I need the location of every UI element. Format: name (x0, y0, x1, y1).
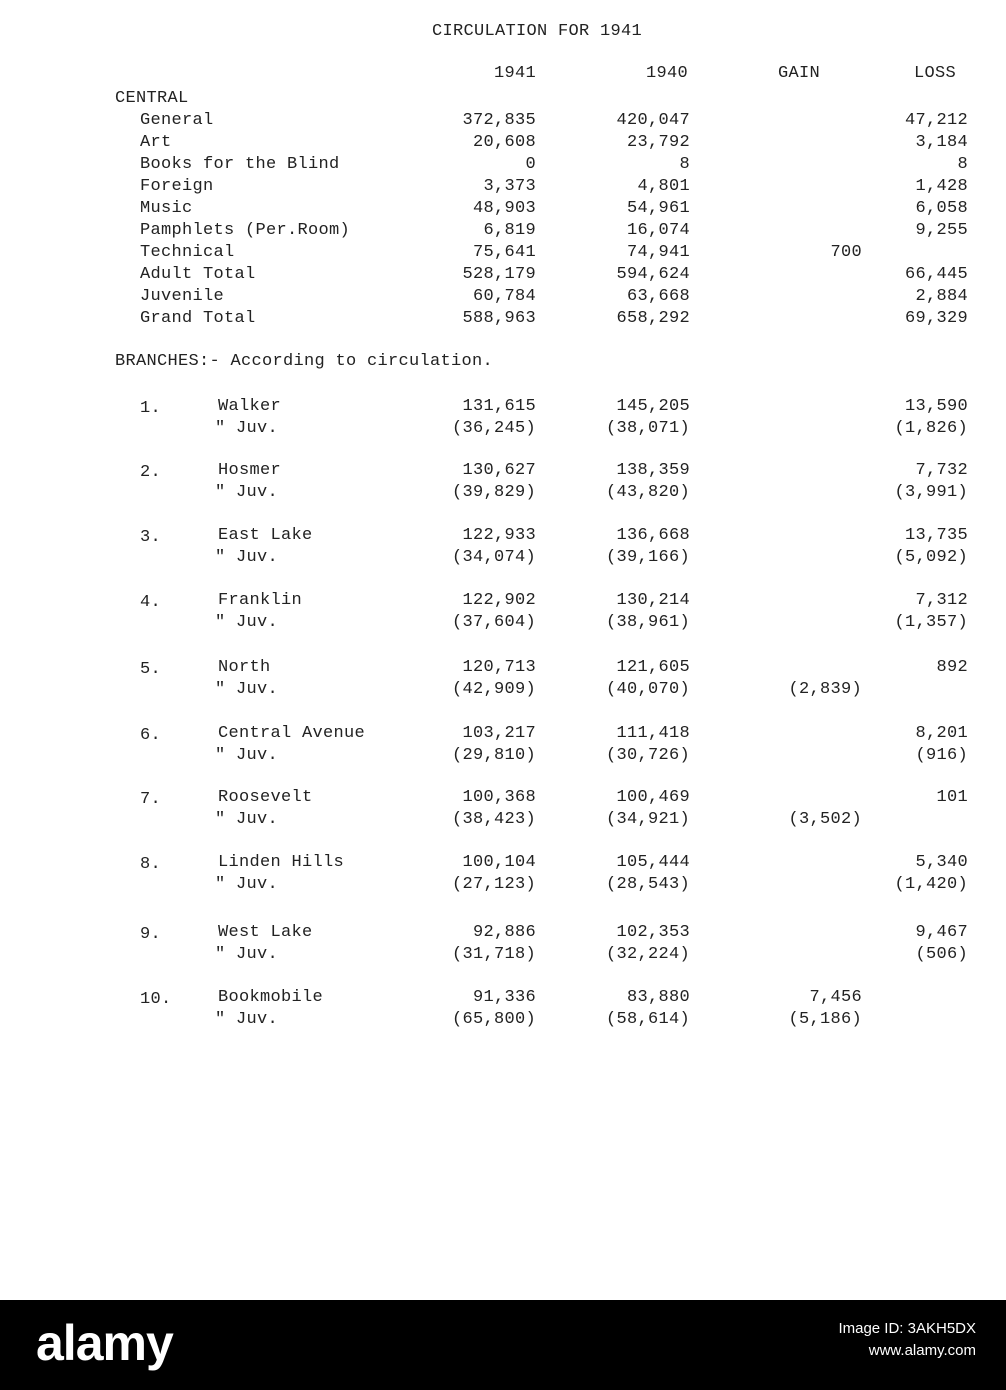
value-1941: (36,245) (451, 419, 536, 438)
central-row-label: Juvenile (140, 287, 225, 306)
value-1941: 588,963 (462, 309, 536, 328)
value-1940: (40,070) (605, 680, 690, 699)
value-loss: (5,092) (894, 548, 968, 567)
value-loss: 6,058 (915, 199, 968, 218)
value-1940: 16,074 (626, 221, 690, 240)
value-1941: 75,641 (472, 243, 536, 262)
branch-juv-label: " Juv. (215, 746, 279, 765)
value-loss: 101 (936, 788, 968, 807)
value-loss: 7,732 (915, 461, 968, 480)
value-1941: (34,074) (451, 548, 536, 567)
branch-juv-label: " Juv. (215, 875, 279, 894)
value-1940: (38,961) (605, 613, 690, 632)
value-1941: (29,810) (451, 746, 536, 765)
value-1941: 131,615 (462, 397, 536, 416)
value-loss: 47,212 (904, 111, 968, 130)
value-loss: (1,357) (894, 613, 968, 632)
central-row-label: Adult Total (140, 265, 256, 284)
value-loss: 3,184 (915, 133, 968, 152)
value-gain: (3,502) (788, 810, 862, 829)
branch-rank: 9. (140, 925, 162, 944)
header-1941: 1941 (493, 64, 536, 83)
value-1941: 130,627 (462, 461, 536, 480)
value-loss: 8 (957, 155, 968, 174)
alamy-logo: alamy (36, 1315, 173, 1371)
branch-juv-label: " Juv. (215, 810, 279, 829)
value-1940: 83,880 (626, 988, 690, 1007)
value-1940: 658,292 (616, 309, 690, 328)
branch-rank: 4. (140, 593, 162, 612)
value-1940: (32,224) (605, 945, 690, 964)
value-1940: (58,614) (605, 1010, 690, 1029)
branch-rank: 3. (140, 528, 162, 547)
value-1941: (42,909) (451, 680, 536, 699)
value-1941: (38,423) (451, 810, 536, 829)
central-row-label: Grand Total (140, 309, 256, 328)
value-1940: 138,359 (616, 461, 690, 480)
value-1941: 48,903 (472, 199, 536, 218)
value-gain: (5,186) (788, 1010, 862, 1029)
value-1941: (65,800) (451, 1010, 536, 1029)
value-loss: (1,826) (894, 419, 968, 438)
value-loss: 7,312 (915, 591, 968, 610)
value-1940: 420,047 (616, 111, 690, 130)
branch-rank: 8. (140, 855, 162, 874)
value-1941: 3,373 (483, 177, 536, 196)
value-1940: 23,792 (626, 133, 690, 152)
value-1940: 63,668 (626, 287, 690, 306)
value-loss: 5,340 (915, 853, 968, 872)
header-1940: 1940 (645, 64, 688, 83)
value-1940: 594,624 (616, 265, 690, 284)
branch-rank: 1. (140, 399, 162, 418)
central-row-label: Music (140, 199, 193, 218)
value-loss: (1,420) (894, 875, 968, 894)
value-1940: (28,543) (605, 875, 690, 894)
value-loss: 2,884 (915, 287, 968, 306)
value-loss: 1,428 (915, 177, 968, 196)
image-id (838, 1318, 976, 1362)
header-gain: GAIN (778, 64, 821, 83)
value-loss: 9,467 (915, 923, 968, 942)
value-1941: 0 (525, 155, 536, 174)
branch-rank: 2. (140, 463, 162, 482)
branch-name: Hosmer (218, 461, 282, 480)
value-1940: 105,444 (616, 853, 690, 872)
value-1940: 102,353 (616, 923, 690, 942)
value-1940: 136,668 (616, 526, 690, 545)
branch-name: Walker (218, 397, 282, 416)
branch-rank: 7. (140, 790, 162, 809)
value-loss: 13,735 (904, 526, 968, 545)
branch-juv-label: " Juv. (215, 945, 279, 964)
value-1940: 8 (679, 155, 690, 174)
value-1941: 91,336 (472, 988, 536, 1007)
value-1940: 130,214 (616, 591, 690, 610)
value-1941: 122,902 (462, 591, 536, 610)
central-row-label: Pamphlets (Per.Room) (140, 221, 351, 240)
branch-name: East Lake (218, 526, 313, 545)
value-1941: 100,368 (462, 788, 536, 807)
value-1941: 20,608 (472, 133, 536, 152)
central-heading: CENTRAL (115, 89, 189, 108)
value-gain: (2,839) (788, 680, 862, 699)
value-1941: 528,179 (462, 265, 536, 284)
central-row-label: Technical (140, 243, 235, 262)
document-title: CIRCULATION FOR 1941 (432, 22, 643, 41)
central-row-label: General (140, 111, 214, 130)
value-1941: 122,933 (462, 526, 536, 545)
value-1941: 100,104 (462, 853, 536, 872)
value-1940: (34,921) (605, 810, 690, 829)
value-loss: 13,590 (904, 397, 968, 416)
value-loss: 69,329 (904, 309, 968, 328)
branch-name: Central Avenue (218, 724, 366, 743)
header-loss: LOSS (913, 64, 956, 83)
value-1940: 74,941 (626, 243, 690, 262)
value-gain: 7,456 (809, 988, 862, 1007)
branch-juv-label: " Juv. (215, 419, 279, 438)
value-1941: 120,713 (462, 658, 536, 677)
value-1940: 4,801 (637, 177, 690, 196)
value-loss: 9,255 (915, 221, 968, 240)
branch-juv-label: " Juv. (215, 613, 279, 632)
value-loss: 66,445 (904, 265, 968, 284)
branch-juv-label: " Juv. (215, 483, 279, 502)
value-1940: 145,205 (616, 397, 690, 416)
branch-name: Franklin (218, 591, 303, 610)
branch-rank: 6. (140, 726, 162, 745)
branch-name: Bookmobile (218, 988, 324, 1007)
value-1940: (43,820) (605, 483, 690, 502)
value-1941: 6,819 (483, 221, 536, 240)
central-row-label: Foreign (140, 177, 214, 196)
branch-juv-label: " Juv. (215, 548, 279, 567)
branch-rank: 5. (140, 660, 162, 679)
branch-juv-label: " Juv. (215, 680, 279, 699)
value-1940: (38,071) (605, 419, 690, 438)
value-1941: (39,829) (451, 483, 536, 502)
value-1940: (30,726) (605, 746, 690, 765)
image-id-text: Image ID: 3AKH5DX (838, 1320, 976, 1337)
branch-rank: 10. (140, 990, 172, 1009)
value-1941: (27,123) (451, 875, 536, 894)
value-1941: (31,718) (451, 945, 536, 964)
branch-name: North (218, 658, 271, 677)
branch-name: West Lake (218, 923, 313, 942)
value-1941: 92,886 (472, 923, 536, 942)
value-1941: 103,217 (462, 724, 536, 743)
value-1941: (37,604) (451, 613, 536, 632)
stock-footer (0, 1300, 1006, 1390)
value-1940: 100,469 (616, 788, 690, 807)
branch-name: Roosevelt (218, 788, 313, 807)
central-row-label: Books for the Blind (140, 155, 340, 174)
value-1941: 60,784 (472, 287, 536, 306)
value-loss: (506) (915, 945, 968, 964)
value-loss: 8,201 (915, 724, 968, 743)
value-1940: (39,166) (605, 548, 690, 567)
value-loss: (3,991) (894, 483, 968, 502)
branches-heading: BRANCHES:- According to circulation. (115, 352, 494, 371)
value-gain: 700 (830, 243, 862, 262)
value-1941: 372,835 (462, 111, 536, 130)
value-1940: 54,961 (626, 199, 690, 218)
value-loss: 892 (936, 658, 968, 677)
branch-name: Linden Hills (218, 853, 345, 872)
value-loss: (916) (915, 746, 968, 765)
branch-juv-label: " Juv. (215, 1010, 279, 1029)
value-1940: 121,605 (616, 658, 690, 677)
central-row-label: Art (140, 133, 172, 152)
image-url: www.alamy.com (868, 1342, 976, 1359)
value-1940: 111,418 (616, 724, 690, 743)
